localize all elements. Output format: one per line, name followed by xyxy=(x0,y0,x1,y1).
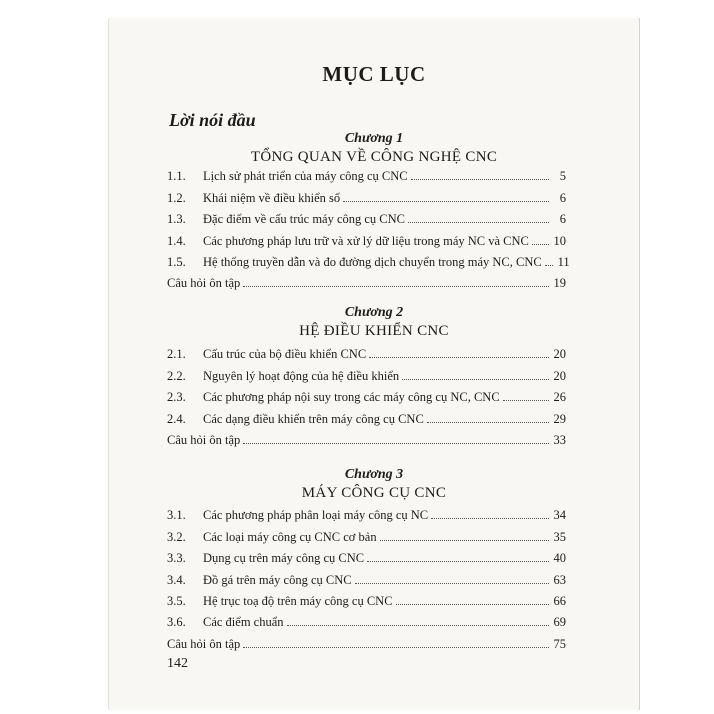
toc-entry xyxy=(167,405,566,426)
section-number: 1.1. xyxy=(167,169,186,184)
section-title: Nguyên lý hoạt động của hệ điều khiển xyxy=(203,368,400,383)
section-title: Các dạng điều khiển trên máy công cụ CNC xyxy=(203,411,424,426)
chapter-2-heading xyxy=(109,304,639,341)
dot-leader xyxy=(545,265,553,266)
dot-leader xyxy=(367,561,549,562)
section-page-number: 5 xyxy=(559,169,566,184)
section-page-number: 26 xyxy=(553,390,566,405)
section-number: 3.2. xyxy=(167,529,186,544)
chapter-title: MÁY CÔNG CỤ CNC xyxy=(301,485,447,501)
section-number: 2.3. xyxy=(167,390,186,405)
toc-entry xyxy=(167,163,566,184)
section-number: 2.2. xyxy=(167,368,186,383)
section-page-number: 34 xyxy=(553,508,566,523)
dot-leader xyxy=(402,379,549,380)
toc-entry xyxy=(167,384,566,405)
toc-entry xyxy=(167,227,566,248)
toc-entry xyxy=(167,545,566,566)
section-title: Câu hỏi ôn tập xyxy=(167,276,241,291)
section-number: 2.4. xyxy=(167,411,186,426)
section-number: 3.6. xyxy=(167,615,186,630)
section-title: Dụng cụ trên máy công cụ CNC xyxy=(203,551,365,566)
dot-leader xyxy=(243,443,549,444)
chapter-1-heading xyxy=(109,130,639,167)
preface-heading: Lời nói đầu xyxy=(169,110,256,130)
toc-entry xyxy=(167,609,566,630)
section-title: Đồ gá trên máy công cụ CNC xyxy=(203,572,352,587)
toc-entry xyxy=(167,566,566,587)
section-page-number: 11 xyxy=(557,254,570,269)
section-title: Hệ trục toạ độ trên máy công cụ CNC xyxy=(203,593,393,608)
section-number: 1.3. xyxy=(167,212,186,227)
section-number: 2.1. xyxy=(167,347,186,362)
toc-entry xyxy=(167,427,566,448)
toc-entry xyxy=(167,206,566,227)
toc-entry xyxy=(167,362,566,383)
toc-entry xyxy=(167,523,566,544)
chapter-1-sections xyxy=(167,163,570,291)
section-page-number: 20 xyxy=(553,347,566,362)
section-page-number: 19 xyxy=(553,276,566,291)
section-page-number: 29 xyxy=(553,411,566,426)
section-number: 1.2. xyxy=(167,190,186,205)
dot-leader xyxy=(427,422,549,423)
book-page xyxy=(108,18,640,710)
section-number: 1.4. xyxy=(167,233,186,248)
dot-leader xyxy=(243,286,549,287)
chapter-label: Chương 2 xyxy=(344,305,404,320)
dot-leader xyxy=(369,357,549,358)
chapter-2-sections xyxy=(167,341,566,448)
section-number: 3.3. xyxy=(167,551,186,566)
section-page-number: 40 xyxy=(553,551,566,566)
section-title: Hệ thống truyền dẫn và đo đường dịch chuyển trong máy NC, CNC xyxy=(203,254,542,269)
section-title: Lịch sử phát triển của máy công cụ CNC xyxy=(203,169,408,184)
section-page-number: 35 xyxy=(553,529,566,544)
section-page-number: 66 xyxy=(553,593,566,608)
section-title: Cấu trúc của bộ điều khiển CNC xyxy=(203,347,367,362)
section-title: Đặc điểm về cấu trúc máy công cụ CNC xyxy=(203,212,406,227)
toc-entry xyxy=(167,270,566,291)
dot-leader xyxy=(411,179,549,180)
chapter-label: Chương 3 xyxy=(344,467,404,482)
dot-leader xyxy=(243,647,549,648)
section-title: Các điểm chuẩn xyxy=(203,615,284,630)
dot-leader xyxy=(503,400,549,401)
section-page-number: 33 xyxy=(553,432,566,447)
dot-leader xyxy=(287,625,549,626)
toc-entry xyxy=(167,184,566,205)
section-page-number: 69 xyxy=(553,615,566,630)
chapter-title: HỆ ĐIỀU KHIỂN CNC xyxy=(299,323,449,339)
toc-entry xyxy=(167,341,566,362)
section-page-number: 63 xyxy=(553,572,566,587)
section-number: 3.1. xyxy=(167,508,186,523)
section-title: Các phương pháp nội suy trong các máy công cụ NC, CNC xyxy=(203,390,500,405)
section-page-number: 6 xyxy=(559,190,566,205)
section-number: 3.4. xyxy=(167,572,186,587)
dot-leader xyxy=(355,583,549,584)
dot-leader xyxy=(396,604,549,605)
chapter-title: TỔNG QUAN VỀ CÔNG NGHỆ CNC xyxy=(250,149,498,165)
section-number: 1.5. xyxy=(167,254,186,269)
chapter-3-heading xyxy=(109,466,639,503)
dot-leader xyxy=(380,540,549,541)
section-title: Khái niệm về điều khiển số xyxy=(203,190,341,205)
section-title: Câu hỏi ôn tập xyxy=(167,636,241,651)
chapter-3-sections xyxy=(167,502,566,652)
section-title: Các loại máy công cụ CNC cơ bản xyxy=(203,529,377,544)
toc-entry xyxy=(167,630,566,651)
page-title: MỤC LỤC xyxy=(322,62,426,86)
page-number: 142 xyxy=(167,656,188,671)
section-page-number: 20 xyxy=(553,368,566,383)
toc-entry xyxy=(167,502,566,523)
dot-leader xyxy=(343,201,549,202)
dot-leader xyxy=(431,518,549,519)
section-page-number: 75 xyxy=(553,636,566,651)
dot-leader xyxy=(532,244,549,245)
section-page-number: 6 xyxy=(559,212,566,227)
toc-entry xyxy=(167,588,566,609)
section-title: Các phương pháp phân loại máy công cụ NC xyxy=(203,508,429,523)
section-title: Các phương pháp lưu trữ và xử lý dữ liệu trong máy NC và CNC xyxy=(203,233,529,248)
section-page-number: 10 xyxy=(553,233,566,248)
section-number: 3.5. xyxy=(167,593,186,608)
dot-leader xyxy=(408,222,549,223)
section-title: Câu hỏi ôn tập xyxy=(167,432,241,447)
chapter-label: Chương 1 xyxy=(344,131,404,146)
toc-entry xyxy=(167,249,570,270)
